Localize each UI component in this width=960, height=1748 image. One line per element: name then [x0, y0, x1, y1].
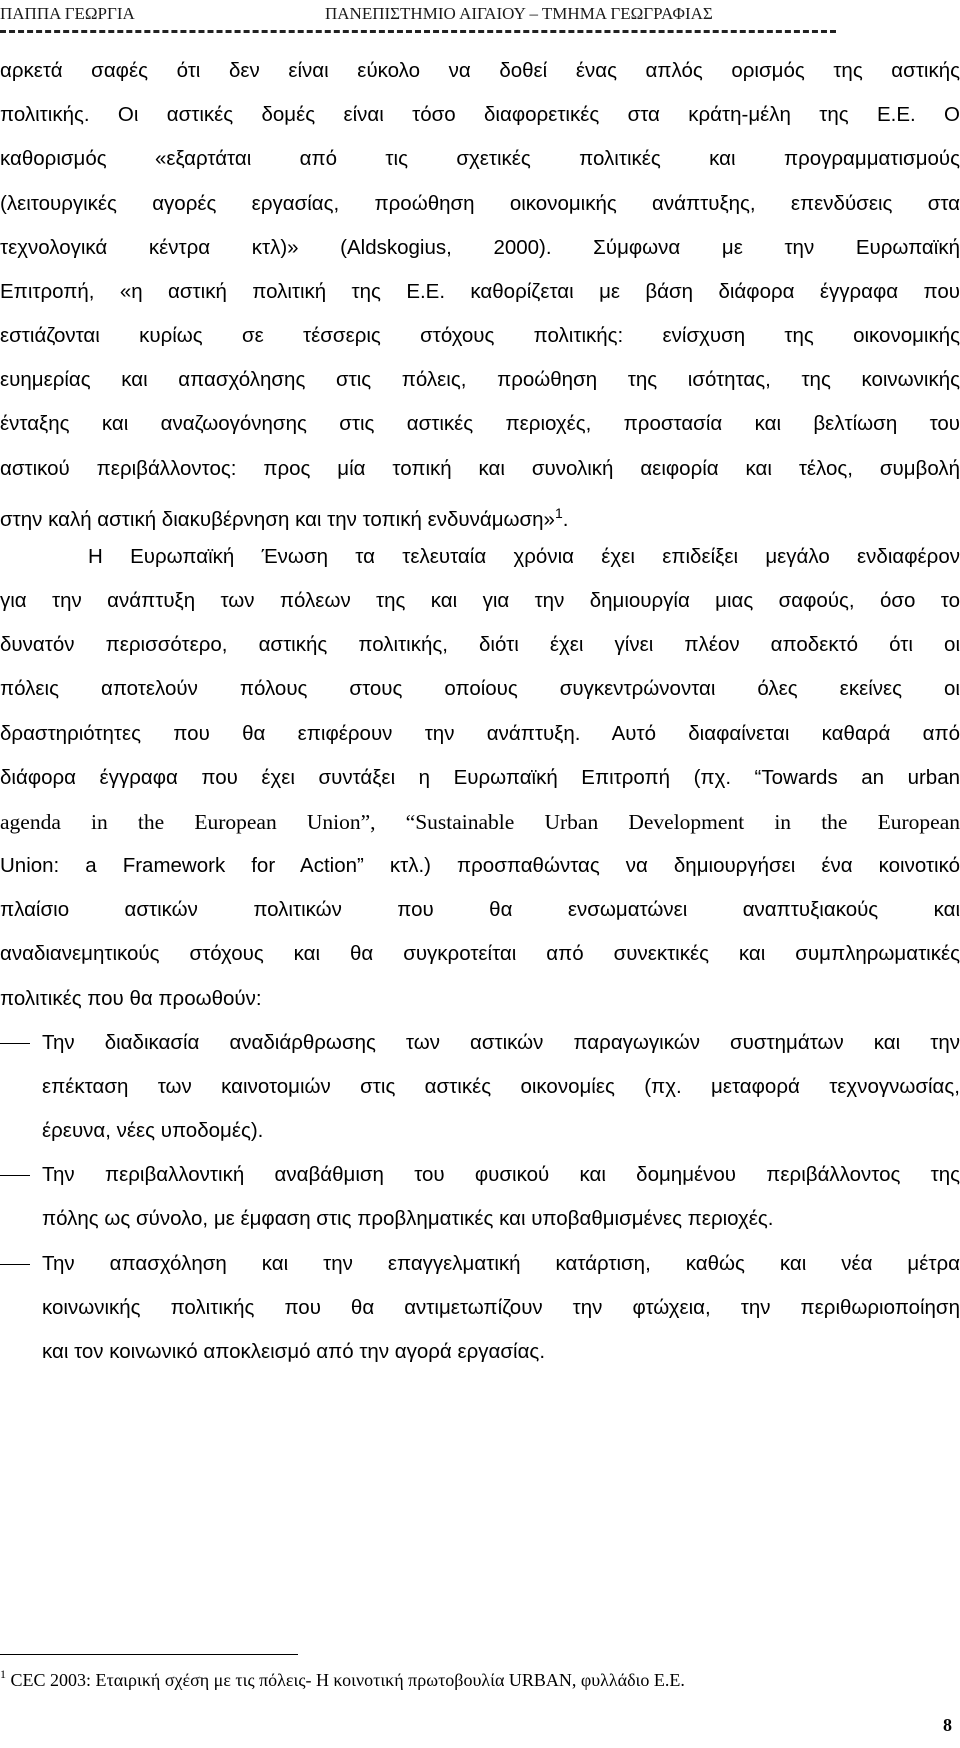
footnote-rule — [0, 1654, 298, 1655]
text-line: αναδιανεμητικούς στόχους και θα συγκροτείται από συνεκτικές και συμπληρωματικές — [0, 942, 960, 965]
text-line-content: στην καλή αστική διακυβέρνηση και την τοπική ενδυνάμωση» — [0, 508, 555, 531]
text-line-end: . — [562, 508, 569, 531]
text-line: (λειτουργικές αγορές εργασίας, προώθηση οικονομικής ανάπτυξης, επενδύσεις στα — [0, 192, 960, 215]
footnote-ref: 1 — [554, 505, 563, 521]
text-line: πολιτικές που θα προωθούν: — [0, 987, 262, 1010]
header-rule — [0, 30, 836, 33]
bullet-line: πόλης ως σύνολο, με έμφαση στις προβληματικές και υποβαθμισμένες περιοχές. — [42, 1207, 774, 1230]
text-line: δυνατόν περισσότερο, αστικής πολιτικής, διότι έχει γίνει πλέον αποδεκτό ότι οι — [0, 633, 960, 656]
text-line: για την ανάπτυξη των πόλεων της και για την δημιουργία μιας σαφούς, όσο το — [0, 589, 960, 612]
text-line: τεχνολογικά κέντρα κτλ)» (Aldskogius, 2000). Σύμφωνα με την Ευρωπαϊκή — [0, 236, 960, 259]
text-line — [0, 501, 960, 531]
text-line: πλαίσιο αστικών πολιτικών που θα ενσωματώνει αναπτυξιακούς και — [0, 898, 960, 921]
dash-bullet — [0, 1175, 30, 1176]
bullet-line: έρευνα, νέες υποδομές). — [42, 1119, 264, 1142]
footnote-text: CEC 2003: Εταιρική σχέση με τις πόλεις- Η κοινοτική πρωτοβουλία URBAN, φυλλάδιο Ε.Ε. — [6, 1670, 685, 1690]
header-institution: ΠΑΝΕΠΙΣΤΗΜΙΟ ΑΙΓΑΙΟΥ – ΤΜΗΜΑ ΓΕΩΓΡΑΦΙΑΣ — [325, 4, 713, 23]
text-line: πόλεις αποτελούν πόλους στους οποίους συγκεντρώνονται όλες εκείνες οι — [0, 677, 960, 700]
text-line: πολιτικής. Οι αστικές δομές είναι τόσο διαφορετικές στα κράτη-μέλη της Ε.Ε. Ο — [0, 103, 960, 126]
footnote — [0, 1667, 685, 1691]
dash-bullet — [0, 1264, 30, 1265]
text-line: δραστηριότητες που θα επιφέρουν την ανάπτυξη. Αυτό διαφαίνεται καθαρά από — [0, 722, 960, 745]
bullet-line: κοινωνικής πολιτικής που θα αντιμετωπίζουν την φτώχεια, την περιθωριοποίηση — [42, 1296, 960, 1319]
text-line: αρκετά σαφές ότι δεν είναι εύκολο να δοθεί ένας απλός ορισμός της αστικής — [0, 59, 960, 82]
header-author: ΠΑΠΠΑ ΓΕΩΡΓΙΑ — [0, 4, 135, 23]
text-line: διάφορα έγγραφα που έχει συντάξει η Ευρωπαϊκή Επιτροπή (πχ. “Towards an urban — [0, 766, 960, 789]
footnote-marker: 1 — [0, 1667, 6, 1681]
page-number: 8 — [943, 1715, 952, 1735]
text-line: αστικού περιβάλλοντος: προς μία τοπική και συνολική αειφορία και τέλος, συμβολή — [0, 457, 960, 480]
bullet-line: επέκταση των καινοτομιών στις αστικές οικονομίες (πχ. μεταφορά τεχνογνωσίας, — [42, 1075, 960, 1098]
text-line: Union: a Framework for Action” κτλ.) προσπαθώντας να δημιουργήσει ένα κοινοτικό — [0, 854, 960, 877]
text-line: agenda in the European Union”, “Sustainable Urban Development in the European — [0, 810, 960, 834]
text-line: ευημερίας και απασχόλησης στις πόλεις, προώθηση της ισότητας, της κοινωνικής — [0, 368, 960, 391]
bullet-line: Την διαδικασία αναδιάρθρωσης των αστικών παραγωγικών συστημάτων και την — [42, 1031, 960, 1054]
bullet-line: και τον κοινωνικό αποκλεισμό από την αγορά εργασίας. — [42, 1340, 546, 1363]
bullet-line: Την περιβαλλοντική αναβάθμιση του φυσικού και δομημένου περιβάλλοντος της — [42, 1163, 960, 1186]
dash-bullet — [0, 1043, 30, 1044]
text-line: ένταξης και αναζωογόνησης στις αστικές περιοχές, προστασία και βελτίωση του — [0, 412, 960, 435]
text-line: καθορισμός «εξαρτάται από τις σχετικές πολιτικές και προγραμματισμούς — [0, 147, 960, 170]
bullet-line: Την απασχόληση και την επαγγελματική κατάρτιση, καθώς και νέα μέτρα — [42, 1252, 960, 1275]
text-line: Η Ευρωπαϊκή Ένωση τα τελευταία χρόνια έχει επιδείξει μεγάλο ενδιαφέρον — [88, 545, 960, 568]
page-header — [0, 4, 960, 28]
text-line: Επιτροπή, «η αστική πολιτική της Ε.Ε. καθορίζεται με βάση διάφορα έγγραφα που — [0, 280, 960, 303]
text-line: εστιάζονται κυρίως σε τέσσερις στόχους πολιτικής: ενίσχυση της οικονομικής — [0, 324, 960, 347]
